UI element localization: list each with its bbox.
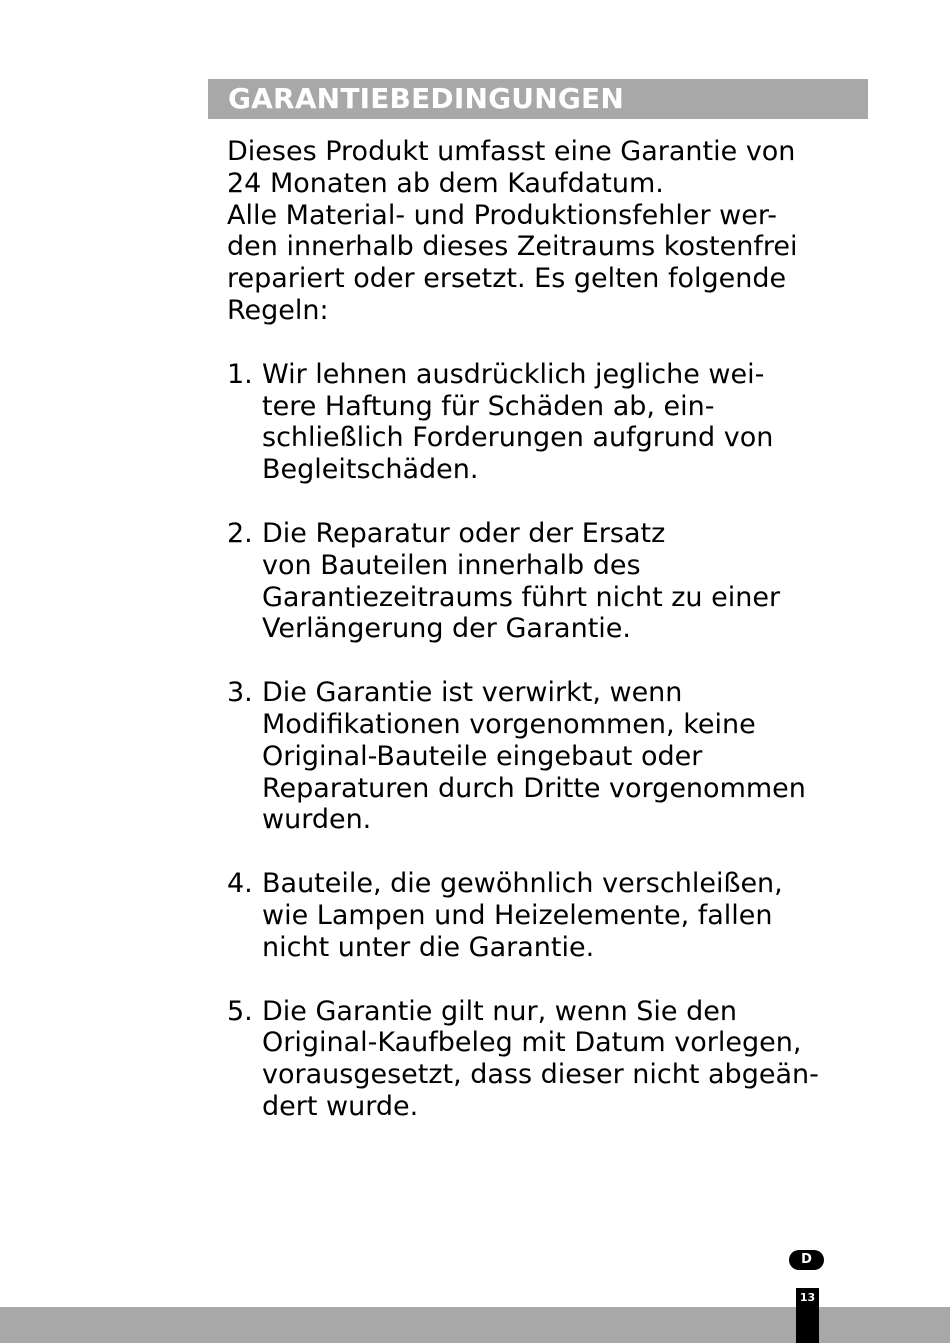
page-number-tab: [796, 1288, 819, 1343]
intro-paragraph: [227, 136, 867, 327]
rule-item-3: [227, 677, 867, 836]
rule-item-1: [227, 359, 867, 486]
rule-line: wurden.: [262, 804, 372, 836]
rule-line: Reparaturen durch Dritte vorgenommen: [262, 772, 806, 804]
intro-line: repariert oder ersetzt. Es gelten folgende: [227, 263, 787, 295]
intro-line: den innerhalb dieses Zeitraums kostenfrei: [227, 231, 798, 263]
rule-line: Wir lehnen ausdrücklich jegliche wei-: [262, 358, 765, 390]
rule-line: vorausgesetzt, dass dieser nicht abgeän-: [262, 1059, 819, 1091]
rule-line: nicht unter die Garantie.: [262, 931, 595, 963]
rule-number: 5.: [227, 995, 253, 1027]
rule-line: Verlängerung der Garantie.: [262, 613, 631, 645]
rule-line: Original-Bauteile eingebaut oder: [262, 740, 703, 772]
rule-line: Bauteile, die gewöhnlich verschleißen,: [262, 868, 783, 900]
intro-line: Regeln:: [227, 294, 329, 326]
rule-number: 1.: [227, 358, 253, 390]
rule-line: Original-Kaufbeleg mit Datum vorlegen,: [262, 1027, 802, 1059]
warranty-content: [227, 136, 867, 1155]
rule-line: Garantiezeitraums führt nicht zu einer: [262, 581, 781, 613]
rule-number: 4.: [227, 868, 253, 900]
rule-line: schließlich Forderungen aufgrund von: [262, 422, 774, 454]
rule-line: Die Garantie gilt nur, wenn Sie den: [262, 995, 737, 1027]
intro-line: 24 Monaten ab dem Kaufdatum.: [227, 167, 664, 199]
rule-item-2: [227, 518, 867, 645]
rule-number: 2.: [227, 517, 253, 549]
section-header-bar: [208, 79, 868, 119]
rule-line: tere Haftung für Schäden ab, ein-: [262, 390, 715, 422]
section-title: GARANTIEBEDINGUNGEN: [228, 82, 625, 115]
rule-line: Die Reparatur oder der Ersatz: [262, 517, 666, 549]
rule-line: Begleitschäden.: [262, 454, 479, 486]
rule-line: Modifikationen vorgenommen, keine: [262, 708, 756, 740]
rule-number: 3.: [227, 677, 253, 709]
rule-line: wie Lampen und Heizelemente, fallen: [262, 899, 773, 931]
intro-line: Dieses Produkt umfasst eine Garantie von: [227, 136, 796, 167]
intro-line: Alle Material- und Produktionsfehler wer-: [227, 199, 777, 231]
warranty-rules-list: [227, 359, 867, 1123]
page-number: 13: [799, 1291, 816, 1304]
language-badge: D: [789, 1250, 824, 1270]
rule-line: Die Garantie ist verwirkt, wenn: [262, 677, 683, 709]
rule-line: dert wurde.: [262, 1090, 419, 1122]
rule-item-5: [227, 996, 867, 1123]
rule-line: von Bauteilen innerhalb des: [262, 549, 641, 581]
rule-item-4: [227, 868, 867, 963]
